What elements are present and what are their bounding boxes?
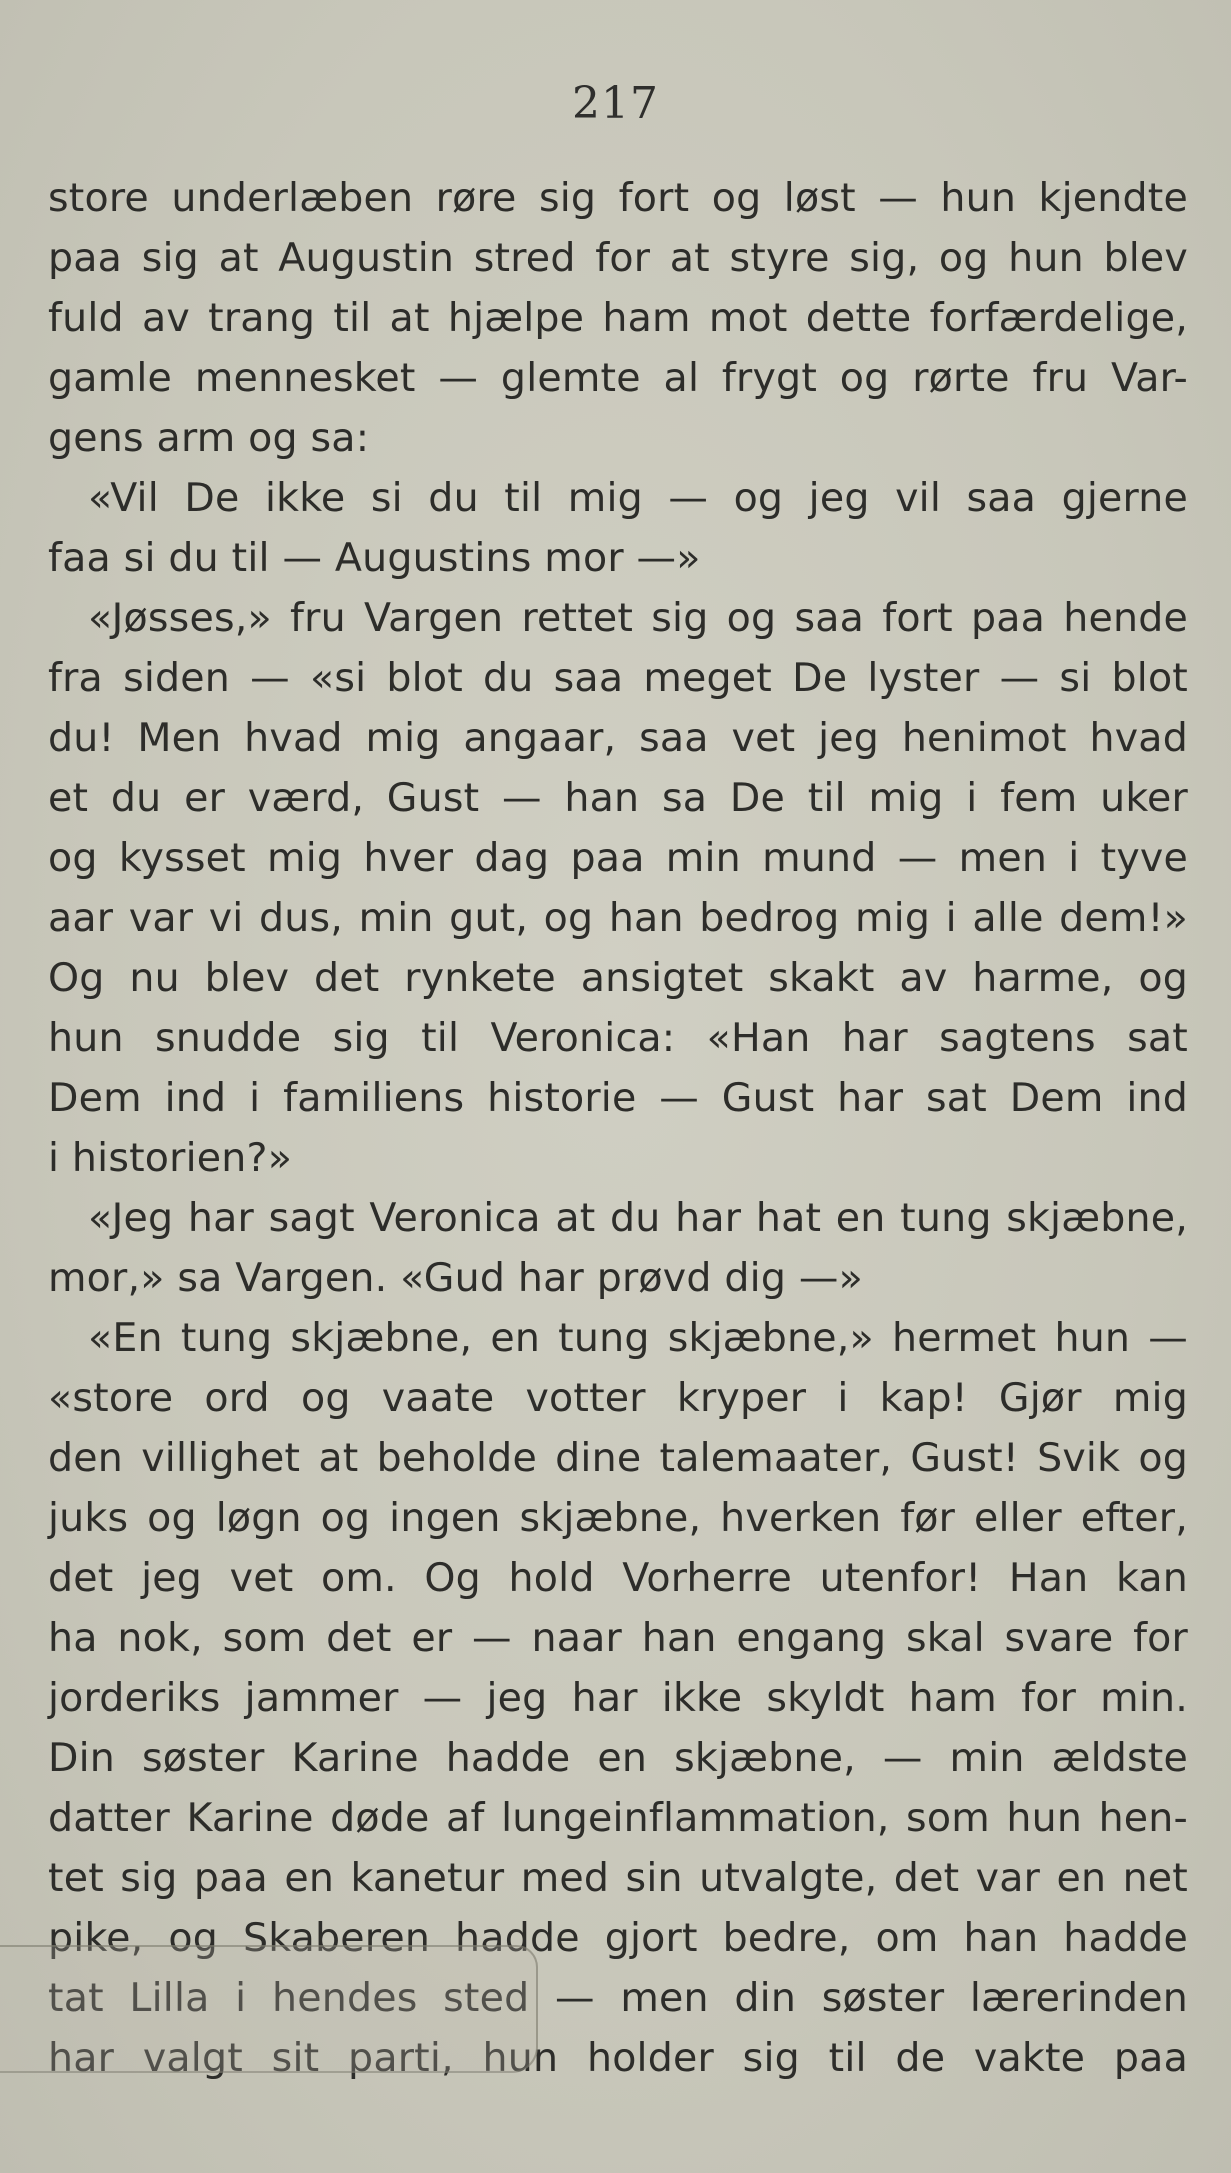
text-line: mor,» sa Vargen. «Gud har prøvd dig —» — [48, 1255, 863, 1301]
text-line: juks og løgn og ingen skjæbne, hverken før eller efter, — [48, 1495, 1188, 1541]
text-line: hun snudde sig til Veronica: «Han har sagtens sat — [48, 1015, 1188, 1061]
text-line: store underlæben røre sig fort og løst — hun kjendte — [48, 175, 1188, 221]
text-line: «Jøsses,» fru Vargen rettet sig og saa fort paa hende — [88, 595, 1188, 641]
text-line: jorderiks jammer — jeg har ikke skyldt ham for min. — [48, 1675, 1188, 1721]
text-line: Dem ind i familiens historie — Gust har sat Dem ind — [48, 1075, 1188, 1121]
text-line: paa sig at Augustin stred for at styre sig, og hun blev — [48, 235, 1188, 281]
text-line: aar var vi dus, min gut, og han bedrog mig i alle dem!» — [48, 895, 1188, 941]
text-line: i historien?» — [48, 1135, 293, 1181]
text-line: «Vil De ikke si du til mig — og jeg vil saa gjerne — [88, 475, 1188, 521]
text-line: du! Men hvad mig angaar, saa vet jeg henimot hvad — [48, 715, 1188, 761]
text-line: og kysset mig hver dag paa min mund — men i tyve — [48, 835, 1188, 881]
page-number: 217 — [572, 78, 659, 129]
text-line: faa si du til — Augustins mor —» — [48, 535, 701, 581]
body-text — [48, 168, 1188, 2088]
text-line: datter Karine døde af lungeinflammation, som hun hen- — [48, 1795, 1188, 1841]
text-line: Din søster Karine hadde en skjæbne, — min ældste — [48, 1735, 1188, 1781]
text-line: det jeg vet om. Og hold Vorherre utenfor! Han kan — [48, 1555, 1188, 1601]
text-line: et du er værd, Gust — han sa De til mig i fem uker — [48, 775, 1188, 821]
text-line: «store ord og vaate votter kryper i kap! Gjør mig — [48, 1375, 1188, 1421]
text-line: gens arm og sa: — [48, 415, 370, 461]
text-line: «Jeg har sagt Veronica at du har hat en tung skjæbne, — [88, 1195, 1188, 1241]
tape-mark — [0, 1945, 538, 2073]
text-line: har valgt sit parti, hun holder sig til de vakte paa — [48, 2035, 1188, 2081]
text-line: «En tung skjæbne, en tung skjæbne,» hermet hun — — [88, 1315, 1188, 1361]
text-line: tat Lilla i hendes sted — men din søster lærerinden — [48, 1975, 1188, 2021]
text-line: tet sig paa en kanetur med sin utvalgte, det var en net — [48, 1855, 1188, 1901]
text-line: gamle mennesket — glemte al frygt og rørte fru Var- — [48, 355, 1188, 401]
text-line: ha nok, som det er — naar han engang skal svare for — [48, 1615, 1188, 1661]
text-line: pike, og Skaberen hadde gjort bedre, om han hadde — [48, 1915, 1188, 1961]
text-line: Og nu blev det rynkete ansigtet skakt av harme, og — [48, 955, 1188, 1001]
text-line: fuld av trang til at hjælpe ham mot dette forfærdelige, — [48, 295, 1188, 341]
text-line: den villighet at beholde dine talemaater, Gust! Svik og — [48, 1435, 1188, 1481]
text-line: fra siden — «si blot du saa meget De lyster — si blot — [48, 655, 1188, 701]
